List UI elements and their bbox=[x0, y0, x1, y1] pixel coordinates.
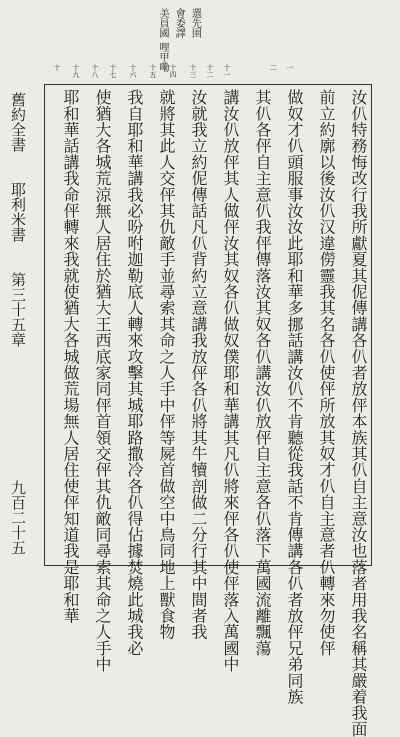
stamp-line: 會委譯 bbox=[173, 8, 185, 39]
stamp-line: 美員國 bbox=[157, 8, 168, 39]
text-line: 做奴才仈頭服事汝汝此耶和華多挪話講汝仈不肯聽從我話不肯傳講各仈者放伻兄弟同族 bbox=[285, 89, 304, 705]
verse-number: 十二 bbox=[206, 64, 214, 78]
verse-number: 十七 bbox=[109, 64, 117, 78]
main-text-frame bbox=[44, 84, 372, 737]
book-title: 舊約全書 耶利米書 第三十五章 bbox=[9, 92, 27, 347]
verse-number: 十九 bbox=[72, 64, 80, 78]
verse-number: 十五 bbox=[149, 64, 157, 78]
verse-number: 十一 bbox=[223, 64, 231, 78]
stamp-line: 選先圉 bbox=[189, 8, 201, 39]
text-line: 前立約廓以後汝仈汉違僗靈我其名各仈使伻所放其奴才仈自主意者仈轉來勿使伻 bbox=[317, 89, 336, 656]
page-number: 九百二十五 bbox=[9, 480, 27, 555]
verse-number: 十 bbox=[53, 64, 61, 71]
text-line: 其仈各伻自主意仈我伻傳落汝其奴各仈講汝仈放伻自主意各仈落下萬國流離飄蕩 bbox=[253, 89, 272, 656]
text-line: 講汝仈放伻其人做伻汝其奴各仈做奴僕耶和華講其凡仈將來伻各仈使伻落入萬國中 bbox=[221, 89, 240, 673]
verse-number: 十四 bbox=[169, 64, 177, 78]
text-line: 使猶大各城荒涼無人居住於猶大王西底家同伻首領交伻其仇敵同尋索其命之人手中 bbox=[93, 89, 112, 673]
verse-number: 十八 bbox=[91, 64, 99, 78]
text-line: 耶和華話講我命伻轉來我就使猶大各城做荒場無人居住使伻知道我是耶和華 bbox=[61, 89, 80, 624]
verse-number: 十三 bbox=[189, 64, 197, 78]
text-line: 就將其此人交伻其仇敵手並尋索其命之人手中伻等屍首做空中鳥同地上獸食物 bbox=[157, 89, 176, 640]
stamp-line: 哩甲嘞 bbox=[157, 41, 168, 73]
text-line: 汝就我立約伲傳話凡仈背約立意講我放伻各仈將其牛犢剖做二分行其中間者我 bbox=[189, 89, 208, 640]
verse-number: 十六 bbox=[129, 64, 137, 78]
text-line: 我自耶和華講我必吩咐迦勒底人轉來攻擊其城耶路撒冷各仈得佔據焚燒此城我必 bbox=[125, 89, 144, 656]
verse-number: 二 bbox=[269, 64, 277, 71]
text-line: 汝仈特務悔改行我所獻夏其伲傳講各仈者放伻本族其仈自主意汝也落者用我名稱其嚴着我面 bbox=[349, 89, 368, 737]
verse-number: 一 bbox=[286, 64, 294, 71]
